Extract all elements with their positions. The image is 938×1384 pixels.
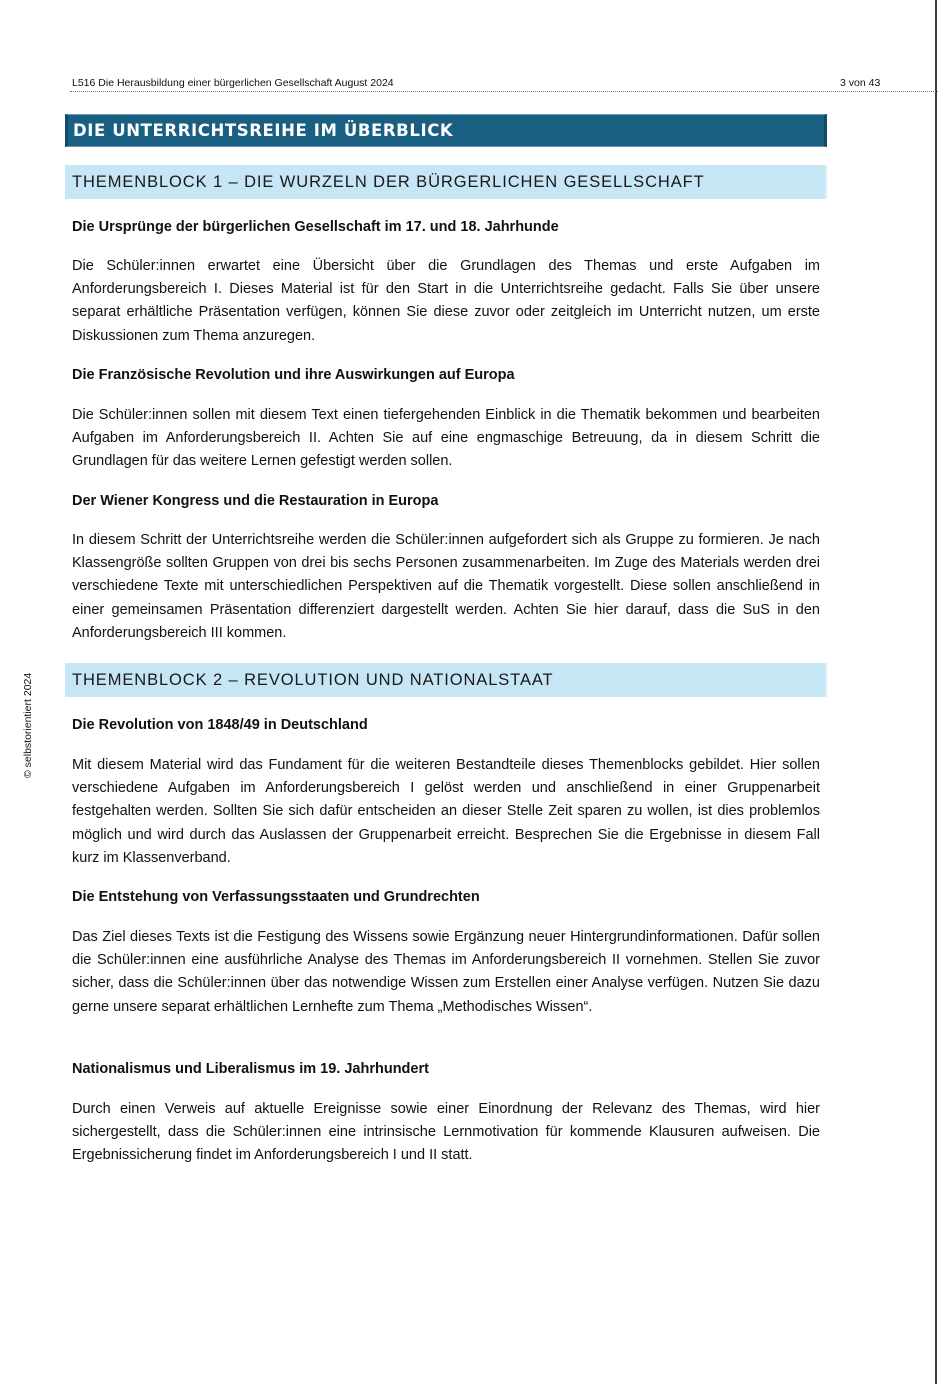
section-text: In diesem Schritt der Unterrichtsreihe werden die Schüler:innen aufgefordert sich als Gruppe zu formieren. Je nach Klassengröße sollten Gruppen von drei bis sechs Personen zusammenarbeiten. Im Zuge des Materials werden drei verschiedene Texte mit unterschiedlichen Perspektiven auf die Thematik vorgestellt. Diese sollen anschließend in einer gemeinsamen Präsentation differenziert dargestellt werden. Achten Sie hier darauf, dass die SuS in den Anforderungsbereich III kommen. xyxy=(72,532,820,641)
page-header xyxy=(70,76,938,92)
page-number: 3 von 43 xyxy=(840,77,881,89)
document-title: L516 Die Herausbildung einer bürgerlichen Gesellschaft August 2024 xyxy=(72,77,394,89)
main-title-bar xyxy=(65,114,827,147)
section-title: Die Französische Revolution und ihre Auswirkungen auf Europa xyxy=(72,367,515,383)
block-heading-label: THEMENBLOCK 1 – DIE WURZELN DER BÜRGERLICHEN GESELLSCHAFT xyxy=(72,173,705,191)
block-heading-1 xyxy=(65,165,827,199)
section-title: Die Entstehung von Verfassungsstaaten und Grundrechten xyxy=(72,889,480,905)
section-text: Das Ziel dieses Texts ist die Festigung des Wissens sowie Ergänzung neuer Hintergrundinformationen. Dafür sollen die Schüler:innen eine ausführliche Analyse des Themas im Anforderungsbereich II vornehmen. Stellen Sie zuvor sicher, dass die Schüler:innen über das notwendige Wissen zum Erstellen einer Analyse verfügen. Nutzen Sie dazu gerne unsere separat erhältlichen Lernhefte zum Thema „Methodisches Wissen“. xyxy=(72,929,820,1015)
section-text: Die Schüler:innen erwartet eine Übersicht über die Grundlagen des Themas und erste Aufgaben im Anforderungsbereich I. Dieses Material ist für den Start in die Unterrichtsreihe gedacht. Falls Sie über unsere separat erhältliche Präsentation verfügen, können Sie diese zuvor oder zeitgleich im Unterricht nutzen, um erste Diskussionen zum Thema anzuregen. xyxy=(72,258,820,344)
section-title: Nationalismus und Liberalismus im 19. Jahrhundert xyxy=(72,1061,429,1077)
section-title: Der Wiener Kongress und die Restauration in Europa xyxy=(72,493,439,509)
copyright-notice: © selbstorientiert 2024 xyxy=(22,672,34,778)
block-heading-label: THEMENBLOCK 2 – REVOLUTION UND NATIONALSTAAT xyxy=(72,671,554,689)
section-text: Mit diesem Material wird das Fundament für die weiteren Bestandteile dieses Themenblocks gebildet. Hier sollen verschiedene Aufgaben im Anforderungsbereich I gelöst werden und anschließend in einer Gruppenarbeit festgehalten werden. Sollten Sie sich dafür entscheiden an dieser Stelle Zeit sparen zu wollen, ist dies problemlos möglich und wird durch das Auslassen der Gruppenarbeit erreicht. Besprechen Sie die Ergebnisse in diesem Fall kurz im Klassenverband. xyxy=(72,757,820,866)
page-title: DIE UNTERRICHTSREIHE IM ÜBERBLICK xyxy=(73,121,454,140)
section-title: Die Ursprünge der bürgerlichen Gesellschaft im 17. und 18. Jahrhunde xyxy=(72,219,559,235)
block-heading-2 xyxy=(65,663,827,697)
page-edge-divider xyxy=(935,0,937,1384)
section-text: Durch einen Verweis auf aktuelle Ereignisse sowie einer Einordnung der Relevanz des Themas, wird hier sichergestellt, dass die Schüler:innen eine intrinsische Lernmotivation für kommende Klausuren aufweisen. Die Ergebnissicherung findet im Anforderungsbereich I und II statt. xyxy=(72,1101,820,1164)
section-title: Die Revolution von 1848/49 in Deutschland xyxy=(72,717,368,733)
section-text: Die Schüler:innen sollen mit diesem Text einen tiefergehenden Einblick in die Thematik bekommen und bearbeiten Aufgaben im Anforderungsbereich II. Achten Sie auf eine engmaschige Betreuung, da in diesem Schritt die Grundlagen für das weitere Lernen gefestigt werden sollen. xyxy=(72,407,820,470)
